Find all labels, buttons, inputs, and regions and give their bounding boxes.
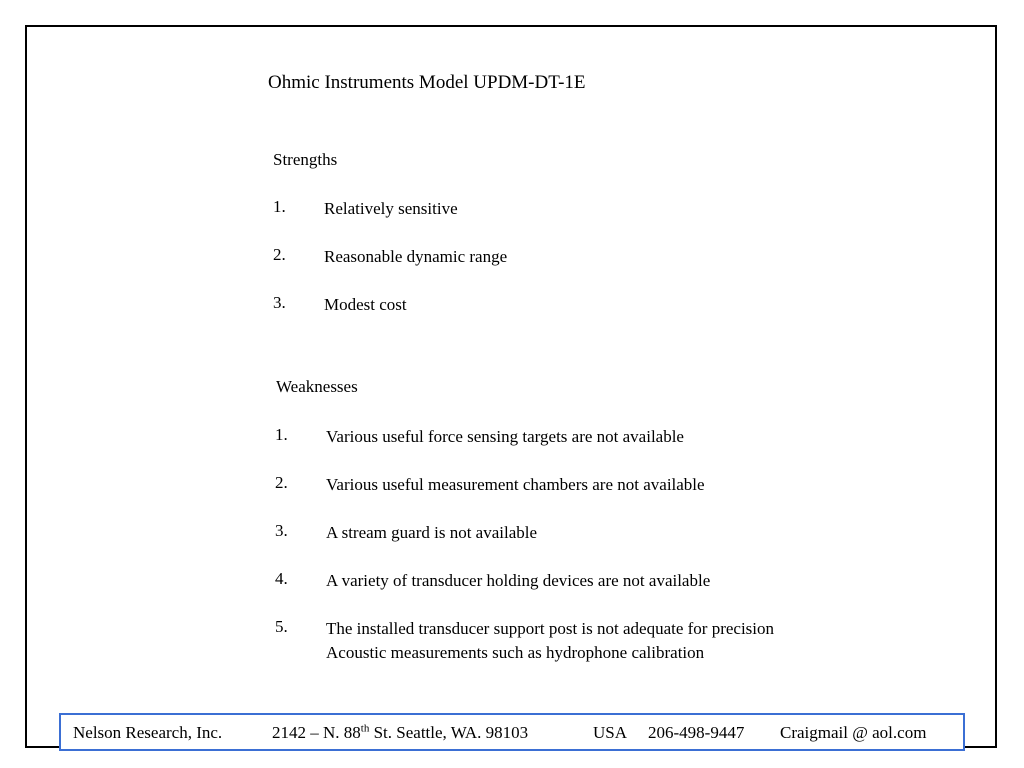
- strength-item-text: Modest cost: [324, 295, 407, 314]
- strength-item-text: Relatively sensitive: [324, 199, 458, 218]
- weakness-item-number: 4.: [275, 569, 288, 588]
- footer-company: Nelson Research, Inc.: [73, 723, 223, 742]
- strength-item-text: Reasonable dynamic range: [324, 247, 508, 266]
- footer-address-sup: th: [360, 722, 370, 735]
- weakness-item-text: A stream guard is not available: [326, 523, 538, 542]
- footer-email: Craigmail @ aol.com: [780, 723, 927, 742]
- weakness-item-text: A variety of transducer holding devices are not available: [326, 571, 711, 590]
- weakness-item-number: 5.: [275, 617, 288, 636]
- page-title: Ohmic Instruments Model UPDM-DT-1E: [268, 72, 586, 93]
- strengths-heading: Strengths: [273, 150, 338, 169]
- weakness-item-text-line-1: The installed transducer support post is not adequate for precision: [326, 619, 775, 638]
- strength-item-number: 3.: [273, 293, 286, 312]
- footer-address-pre: 2142 – N. 88: [272, 723, 361, 742]
- weakness-item-number: 1.: [275, 425, 288, 444]
- weakness-item-text: Various useful measurement chambers are not available: [326, 475, 705, 494]
- weakness-item-number: 3.: [275, 521, 288, 540]
- footer-address: [272, 723, 528, 743]
- strength-item-number: 2.: [273, 245, 286, 264]
- weaknesses-heading: Weaknesses: [276, 377, 358, 396]
- footer-contact-box: [59, 713, 965, 751]
- footer-address-post: St. Seattle, WA. 98103: [369, 723, 529, 742]
- weakness-item-number: 2.: [275, 473, 288, 492]
- weakness-item-text-line-2: Acoustic measurements such as hydrophone calibration: [326, 643, 705, 662]
- footer-country: USA: [593, 723, 628, 742]
- footer-phone: 206-498-9447: [648, 723, 745, 742]
- strength-item-number: 1.: [273, 197, 286, 216]
- weakness-item-text: Various useful force sensing targets are not available: [326, 427, 684, 446]
